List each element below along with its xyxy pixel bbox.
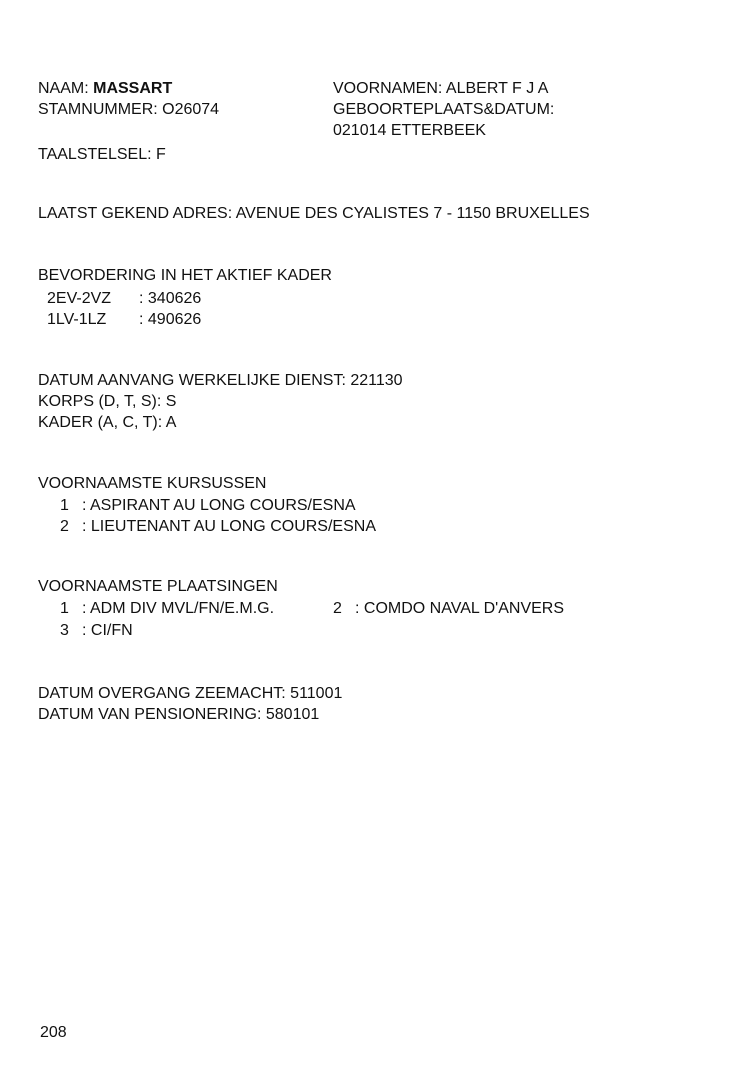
plaatsing-text: : COMDO NAVAL D'ANVERS	[355, 600, 565, 617]
bevordering-rank: 2EV-2VZ	[47, 290, 112, 307]
bevordering-date: : 490626	[139, 311, 202, 328]
stamnummer: STAMNUMMER: O26074	[38, 101, 220, 118]
kursus-text: : LIEUTENANT AU LONG COURS/ESNA	[82, 518, 376, 535]
plaatsing-number: 1	[60, 600, 69, 617]
kursus-item	[60, 495, 356, 516]
plaatsing-text: : CI/FN	[82, 622, 133, 639]
datum-pensionering: DATUM VAN PENSIONERING: 580101	[38, 706, 320, 723]
geboorte-value: 021014 ETTERBEEK	[333, 122, 486, 139]
geboorte-label: GEBOORTEPLAATS&DATUM:	[333, 101, 555, 118]
plaatsing-item	[60, 620, 133, 641]
bevordering-date: : 340626	[139, 290, 202, 307]
plaatsingen-title: VOORNAAMSTE PLAATSINGEN	[38, 578, 278, 595]
kursus-number: 2	[60, 518, 69, 535]
kursussen-title: VOORNAAMSTE KURSUSSEN	[38, 475, 267, 492]
laatst-gekend-adres: LAATST GEKEND ADRES: AVENUE DES CYALISTES 7 - 1150 BRUXELLES	[38, 205, 590, 222]
bevordering-item	[47, 309, 201, 330]
korps: KORPS (D, T, S): S	[38, 393, 177, 410]
naam-line	[38, 78, 172, 99]
datum-aanvang-dienst: DATUM AANVANG WERKELIJKE DIENST: 221130	[38, 372, 403, 389]
voornamen: VOORNAMEN: ALBERT F J A	[333, 80, 549, 97]
plaatsing-number: 2	[333, 600, 342, 617]
plaatsing-number: 3	[60, 622, 69, 639]
plaatsing-item	[333, 598, 564, 619]
page-number: 208	[40, 1024, 67, 1041]
bevordering-rank: 1LV-1LZ	[47, 311, 107, 328]
naam-value: MASSART	[93, 80, 173, 97]
bevordering-item	[47, 288, 201, 309]
naam-label: NAAM:	[38, 80, 89, 97]
plaatsing-item	[60, 598, 274, 619]
datum-overgang-zeemacht: DATUM OVERGANG ZEEMACHT: 511001	[38, 685, 343, 702]
taalstelsel: TAALSTELSEL: F	[38, 146, 166, 163]
kursus-item	[60, 516, 376, 537]
kursus-number: 1	[60, 497, 69, 514]
bevordering-title: BEVORDERING IN HET AKTIEF KADER	[38, 267, 332, 284]
kursus-text: : ASPIRANT AU LONG COURS/ESNA	[82, 497, 356, 514]
plaatsing-text: : ADM DIV MVL/FN/E.M.G.	[82, 600, 275, 617]
kader: KADER (A, C, T): A	[38, 414, 177, 431]
